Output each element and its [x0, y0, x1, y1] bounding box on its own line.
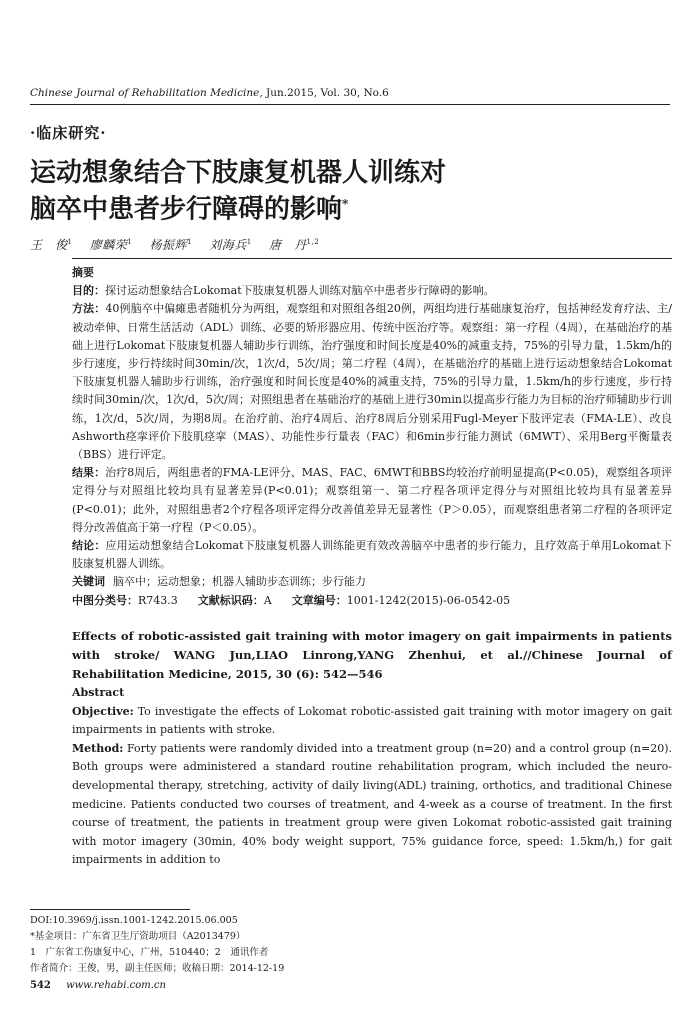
- journal-issue: Jun.2015, Vol. 30, No.6: [262, 87, 389, 99]
- author: 唐 丹: [269, 238, 307, 252]
- footnote-rule: [30, 909, 190, 910]
- author-affiliation: 1,2: [306, 238, 320, 246]
- page-footer: [30, 980, 166, 991]
- article-title-zh: [30, 158, 650, 226]
- running-head: [30, 87, 670, 99]
- abstract-keywords: 关键词 脑卒中；运动想象；机器人辅助步态训练；步行能力: [72, 575, 366, 589]
- abstract-heading-en: Abstract: [72, 686, 125, 699]
- abstract-rule: [72, 258, 672, 259]
- abstract-method: 方法：40例脑卒中偏瘫患者随机分为两组，观察组和对照组各组20例，两组均进行基础康复治疗，包括神经发育疗法、主/被动牵伸、日常生活活动（ADL）训练、必要的矫形器应用、传统中医治疗等。观察组：第一疗程（4周），在基础治疗的基础上进行Lokomat下肢康复机器人辅助步行训练，治疗强度和时间长度是40%的减重支持，75%的引导力量，1.5km/h的步行速度，步行持续时间30min/次，1次/d，5次/周；第二疗程（4周），在基础治疗的基础上进行运动想象结合Lokomat下肢康复机器人辅助步行训练，治疗强度和时间长度是40%的减重支持，75%的引导力量，1.5km/h的步行速度，步行持续时间30min/次，1次/d，5次/周；对照组患者在基础治疗的基础上进行30min以提高步行能力为目标的治疗师辅助步行训练，1次/d，5次/周，为期8周。在治疗前、治疗4周后、治疗8周后分别采用Fugl-Meyer下肢评定表（FMA-LE）、改良Ashworth痉挛评价下肢肌痉挛（MAS）、功能性步行量表（FAC）和6min步行能力测试（6MWT）、采用Berg平衡量表（BBS）进行评定。: [72, 302, 673, 462]
- author-affiliation: 1: [127, 238, 133, 246]
- abstract-zh: [72, 264, 672, 610]
- author-affiliation: 1: [67, 238, 73, 246]
- title-line-1: 运动想象结合下肢康复机器人训练对: [30, 158, 447, 188]
- author: 刘海兵: [209, 238, 247, 252]
- abstract-objective-en: Objective: To investigate the effects of Lokomat robotic-assisted gait training with motor imagery on gait impairments in patients with stroke.: [72, 704, 672, 737]
- author: 王 俊: [30, 238, 68, 252]
- author-affiliation: 1: [187, 238, 192, 246]
- author-bio-note: 作者简介：王俊，男，副主任医师；收稿日期：2014-12-19: [30, 963, 285, 974]
- funding-mark: *: [342, 197, 349, 211]
- title-line-2: 脑卒中患者步行障碍的影响: [30, 194, 343, 225]
- affiliation-note: 1 广东省工伤康复中心，广州，510440；2 通讯作者: [30, 947, 269, 958]
- author-list: [30, 236, 319, 253]
- abstract-conclusion: 结论：应用运动想象结合Lokomat下肢康复机器人训练能更有效改善脑卒中患者的步行能力，且疗效高于单用Lokomat下肢康复机器人训练。: [72, 539, 673, 571]
- journal-url: www.rehabi.com.cn: [66, 980, 166, 991]
- page-number: 542: [30, 980, 51, 991]
- abstract-method-en: Method: Forty patients were randomly divided into a treatment group (n=20) and a control group (n=20). Both groups were administered a standard routine rehabilitation program, which included the neuro-developmental therapy, stretching, activity of daily living(ADL) training, orthotics, and traditional Chinese medicine. Patients conducted two courses of treatment, and 4-week as a course of treatment. In the first course of treatment, the patients in treatment group were given Lokomat robotic-assisted gait training with motor imagery (30min, 40% body weight support, 75% guidance force, speed: 1.5km/h,) for gait impairments in addition to: [72, 741, 672, 867]
- author-affiliation: 1: [246, 238, 252, 246]
- funding-note: *基金项目：广东省卫生厅资助项目（A2013479）: [30, 931, 246, 942]
- author: 杨振辉: [149, 238, 188, 252]
- article-title-en: Effects of robotic-assisted gait training with motor imagery on gait impairments in patients with stroke/ WANG Jun,LIAO Linrong,YANG Zhenhui, et al.//Chinese Journal of Rehabilitation Medicine, 2015, 30 (6): 542—546: [72, 629, 672, 681]
- abstract-en: [72, 627, 672, 870]
- abstract-result: 结果：治疗8周后，两组患者的FMA-LE评分、MAS、FAC、6MWT和BBS均较治疗前明显提高(P<0.05)，观察组各项评定得分与对照组比较均具有显著差异(P<0.01)；观察组第一、第二疗程各项评定得分与对照组比较均具有显著差异(P<0.01)；此外，对照组患者2个疗程各项评定得分改善值差异无显著性（P＞0.05），而观察组患者第二疗程的各项评定得分改善值高于第一疗程（P＜0.05）。: [72, 466, 673, 534]
- journal-name: Chinese Journal of Rehabilitation Medicine,: [30, 87, 263, 99]
- abstract-classification: 中图分类号：R743.3 文献标识码：A 文章编号：1001-1242(2015)-06-0542-05: [72, 593, 511, 607]
- header-rule: [30, 104, 670, 105]
- section-tag: ·临床研究·: [30, 124, 107, 142]
- doi-note: DOI:10.3969/j.issn.1001-1242.2015.06.005: [30, 915, 238, 926]
- abstract-objective: 目的：探讨运动想象结合Lokomat下肢康复机器人训练对脑卒中患者步行障碍的影响。: [72, 284, 495, 298]
- footnotes: [30, 913, 430, 977]
- abstract-heading: 摘要: [72, 266, 94, 279]
- author: 廖麟荣: [89, 238, 128, 252]
